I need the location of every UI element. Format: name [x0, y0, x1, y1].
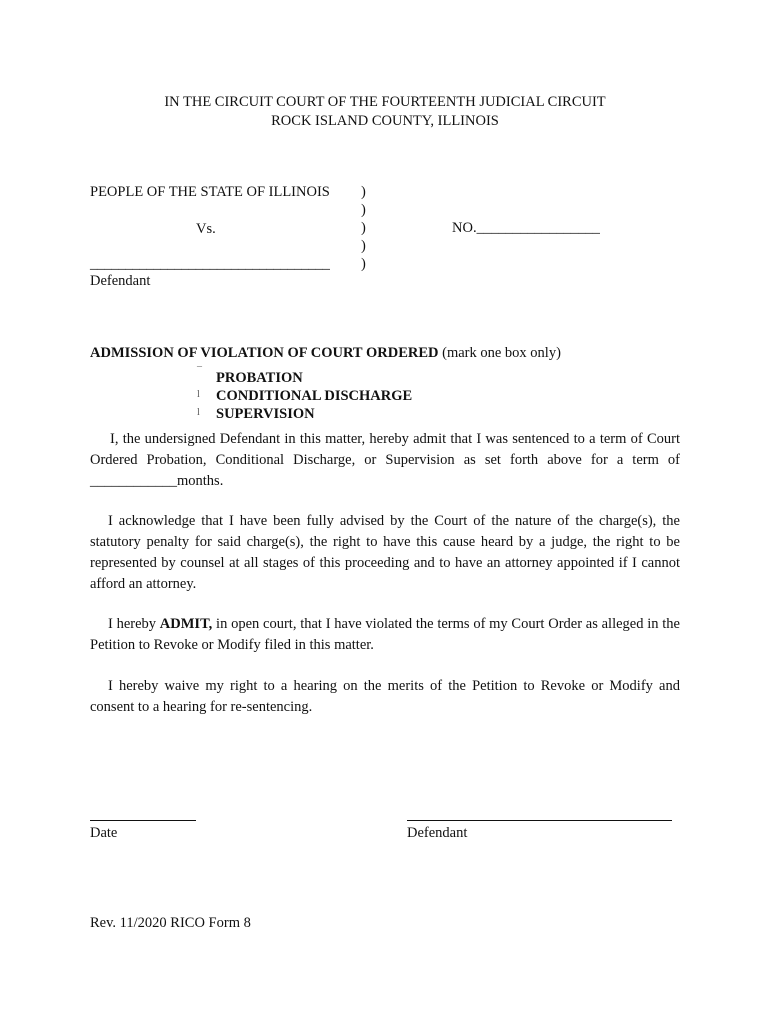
form-title-note: (mark one box only) — [438, 345, 561, 361]
paragraph-sentence-term — [90, 429, 680, 492]
months-label: months. — [177, 473, 224, 489]
checkbox-conditional-discharge[interactable]: l — [197, 389, 200, 400]
paragraph-text: in open court, that I have violated the terms of my Court Order as alleged in the Petition to Revoke or Modify filed in this matter. — [90, 616, 680, 653]
form-revision: Rev. 11/2020 RICO Form 8 — [90, 915, 251, 931]
option-supervision-label: SUPERVISION — [216, 406, 315, 422]
paragraph-acknowledgement: I acknowledge that I have been fully advised by the Court of the nature of the charge(s), the statutory penalty for said charge(s), the right to have this cause heard by a judge, the right to be represented by counsel at all stages of this proceeding and to have an attorney appointed if I cannot afford an attorney. — [90, 513, 680, 592]
paren: ) — [361, 202, 366, 218]
months-blank[interactable]: ____________ — [90, 473, 177, 489]
paren: ) — [361, 184, 366, 200]
plaintiff-name: PEOPLE OF THE STATE OF ILLINOIS — [90, 184, 330, 200]
county-name: ROCK ISLAND COUNTY, ILLINOIS — [271, 113, 499, 129]
paragraph-text: I hereby — [108, 616, 160, 632]
case-number-blank[interactable]: _________________ — [476, 220, 600, 236]
case-number-label: NO. — [452, 220, 477, 236]
checkbox-probation[interactable]: ¯ — [197, 366, 202, 377]
defendant-signature-line[interactable] — [407, 820, 672, 821]
paragraph-waiver: I hereby waive my right to a hearing on the merits of the Petition to Revoke or Modify and consent to a hearing for re-sentencing. — [90, 678, 680, 715]
paren: ) — [361, 238, 366, 254]
defendant-name-blank[interactable]: __________________________________ — [90, 256, 330, 272]
checkbox-supervision[interactable]: l — [197, 407, 200, 418]
paren: ) — [361, 256, 366, 272]
court-name: IN THE CIRCUIT COURT OF THE FOURTEENTH JUDICIAL CIRCUIT — [164, 94, 606, 110]
paragraph-admission — [90, 614, 680, 656]
defendant-signature-label: Defendant — [407, 825, 468, 841]
case-number-field[interactable] — [452, 220, 600, 237]
admit-emphasis: ADMIT, — [159, 616, 213, 632]
form-title — [90, 345, 561, 362]
date-signature-line[interactable] — [90, 820, 196, 821]
option-conditional-discharge-label: CONDITIONAL DISCHARGE — [216, 388, 413, 404]
option-probation-label: PROBATION — [216, 370, 303, 386]
form-title-text: ADMISSION OF VIOLATION OF COURT ORDERED — [90, 345, 439, 361]
defendant-caption-label: Defendant — [90, 273, 151, 289]
paragraph-text: I, the undersigned Defendant in this matter, hereby admit that I was sentenced to a term of Court Ordered Probation, Conditional Discharge, or Supervision as set forth above for a term of — [90, 431, 680, 468]
paren: ) — [361, 220, 366, 236]
date-label: Date — [90, 825, 118, 841]
versus-label: Vs. — [196, 221, 216, 237]
